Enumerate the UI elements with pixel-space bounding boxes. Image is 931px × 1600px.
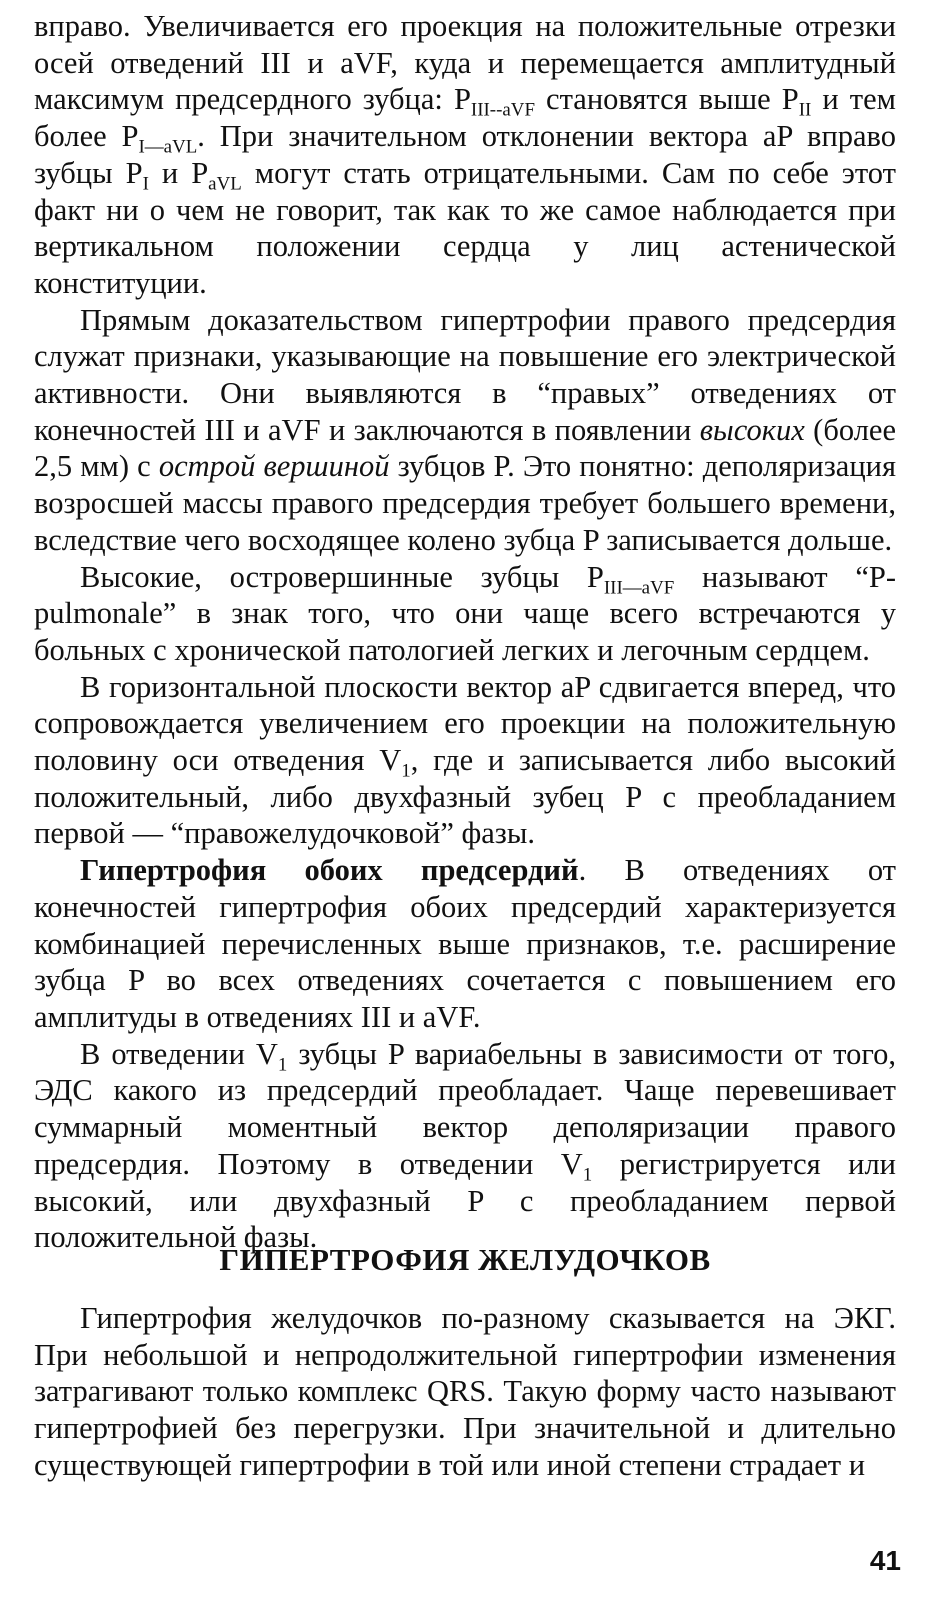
subscript: I: [142, 173, 149, 195]
paragraph: [34, 302, 896, 559]
page-number: 41: [869, 1545, 901, 1576]
text-run: . В отведениях от конечностей гипертрофия обоих предсердий характеризуется комбинацией перечисленных выше признаков, т.е. расширение зубца P во всех отведениях сочетается с повышением его амплитуды в отведениях III и aVF.: [34, 853, 896, 1034]
text-run: и тем более P: [34, 82, 896, 154]
text-run: . При значительном отклонении вектора aP вправо зубцы P: [34, 119, 896, 190]
text-run: В отведении V: [80, 1036, 278, 1071]
paragraph: [34, 669, 896, 853]
paragraph: Гипертрофия желудочков по-разному сказывается на ЭКГ. При небольшой и непродолжительной гипертрофии изменения затрагивают только комплекс QRS. Такую форму часто называют гипертрофией без перегрузки. При значительной и длительно существующей гипертрофии в той или иной степени страдает и: [34, 1301, 896, 1482]
section-heading: ГИПЕРТРОФИЯ ЖЕЛУДОЧКОВ: [219, 1242, 711, 1277]
text-run: (более 2,5 мм) с: [34, 412, 896, 484]
text-run: регистрируется или высокий, или двухфазный P с преобладанием первой положительной фазы.: [34, 1146, 896, 1255]
body-text: [34, 8, 896, 1256]
subscript: I—aVL: [138, 136, 198, 158]
subscript: aVL: [208, 173, 242, 195]
text-run: и P: [148, 155, 209, 190]
bold-text: Гипертрофия обоих предсердий: [80, 853, 579, 888]
paragraph: [34, 1036, 896, 1256]
text-run: зубцы P вариабельны в зависимости от того, ЭДС какого из предсердий преобладает. Чаще перевешивает суммарный моментный вектор деполяризации правого предсердия. Поэтому в отведении V: [34, 1036, 896, 1181]
subscript: 1: [401, 760, 411, 782]
paragraph: [34, 852, 896, 1036]
text-run: В горизонтальной плоскости вектор aP сдвигается вперед, что сопровождается увеличением его проекции на положительную половину оси отведения V: [34, 669, 896, 778]
text-run: называют “P-pulmonale” в знак того, что они чаще всего встречаются у больных с хронической патологией легких и легочным сердцем.: [34, 559, 896, 667]
subscript: 1: [582, 1164, 593, 1186]
italic-text: высоких: [699, 412, 805, 447]
subscript: III—aVF: [603, 577, 675, 599]
text-run: могут стать отрицательными. Сам по себе этот факт ни о чем не говорит, так как то же самое наблюдается при вертикальном положении сердца у лиц астенической конституции.: [34, 155, 896, 300]
paragraph: [34, 8, 896, 302]
subscript: 1: [277, 1054, 288, 1076]
text-run: становятся выше P: [534, 82, 799, 117]
text-run: зубцов P. Это понятно: деполяризация возросшей массы правого предсердия требует большего времени, вследствие чего восходящее колено зубца P записывается дольше.: [34, 449, 897, 557]
subscript: III--aVF: [470, 100, 535, 122]
italic-text: острой вершиной: [158, 449, 390, 484]
text-run: Высокие, островершинные зубцы P: [80, 559, 604, 594]
section-body: [34, 1300, 896, 1484]
text-run: вправо. Увеличивается его проекция на положительные отрезки осей отведений III и aVF, куда и перемещается амплитудный максимум предсердного зубца: P: [34, 9, 896, 117]
text-run: , где и записывается либо высокий положительный, либо двухфазный зубец P с преобладанием первой — “правожелудочковой” фазы.: [34, 743, 896, 851]
subscript: II: [798, 100, 812, 122]
text-run: Прямым доказательством гипертрофии правого предсердия служат признаки, указывающие на повышение его электрической активности. Они выявляются в “правых” отведениях от конечностей III и aVF и заключаются в появлении: [34, 302, 896, 447]
paragraph: [34, 559, 896, 669]
